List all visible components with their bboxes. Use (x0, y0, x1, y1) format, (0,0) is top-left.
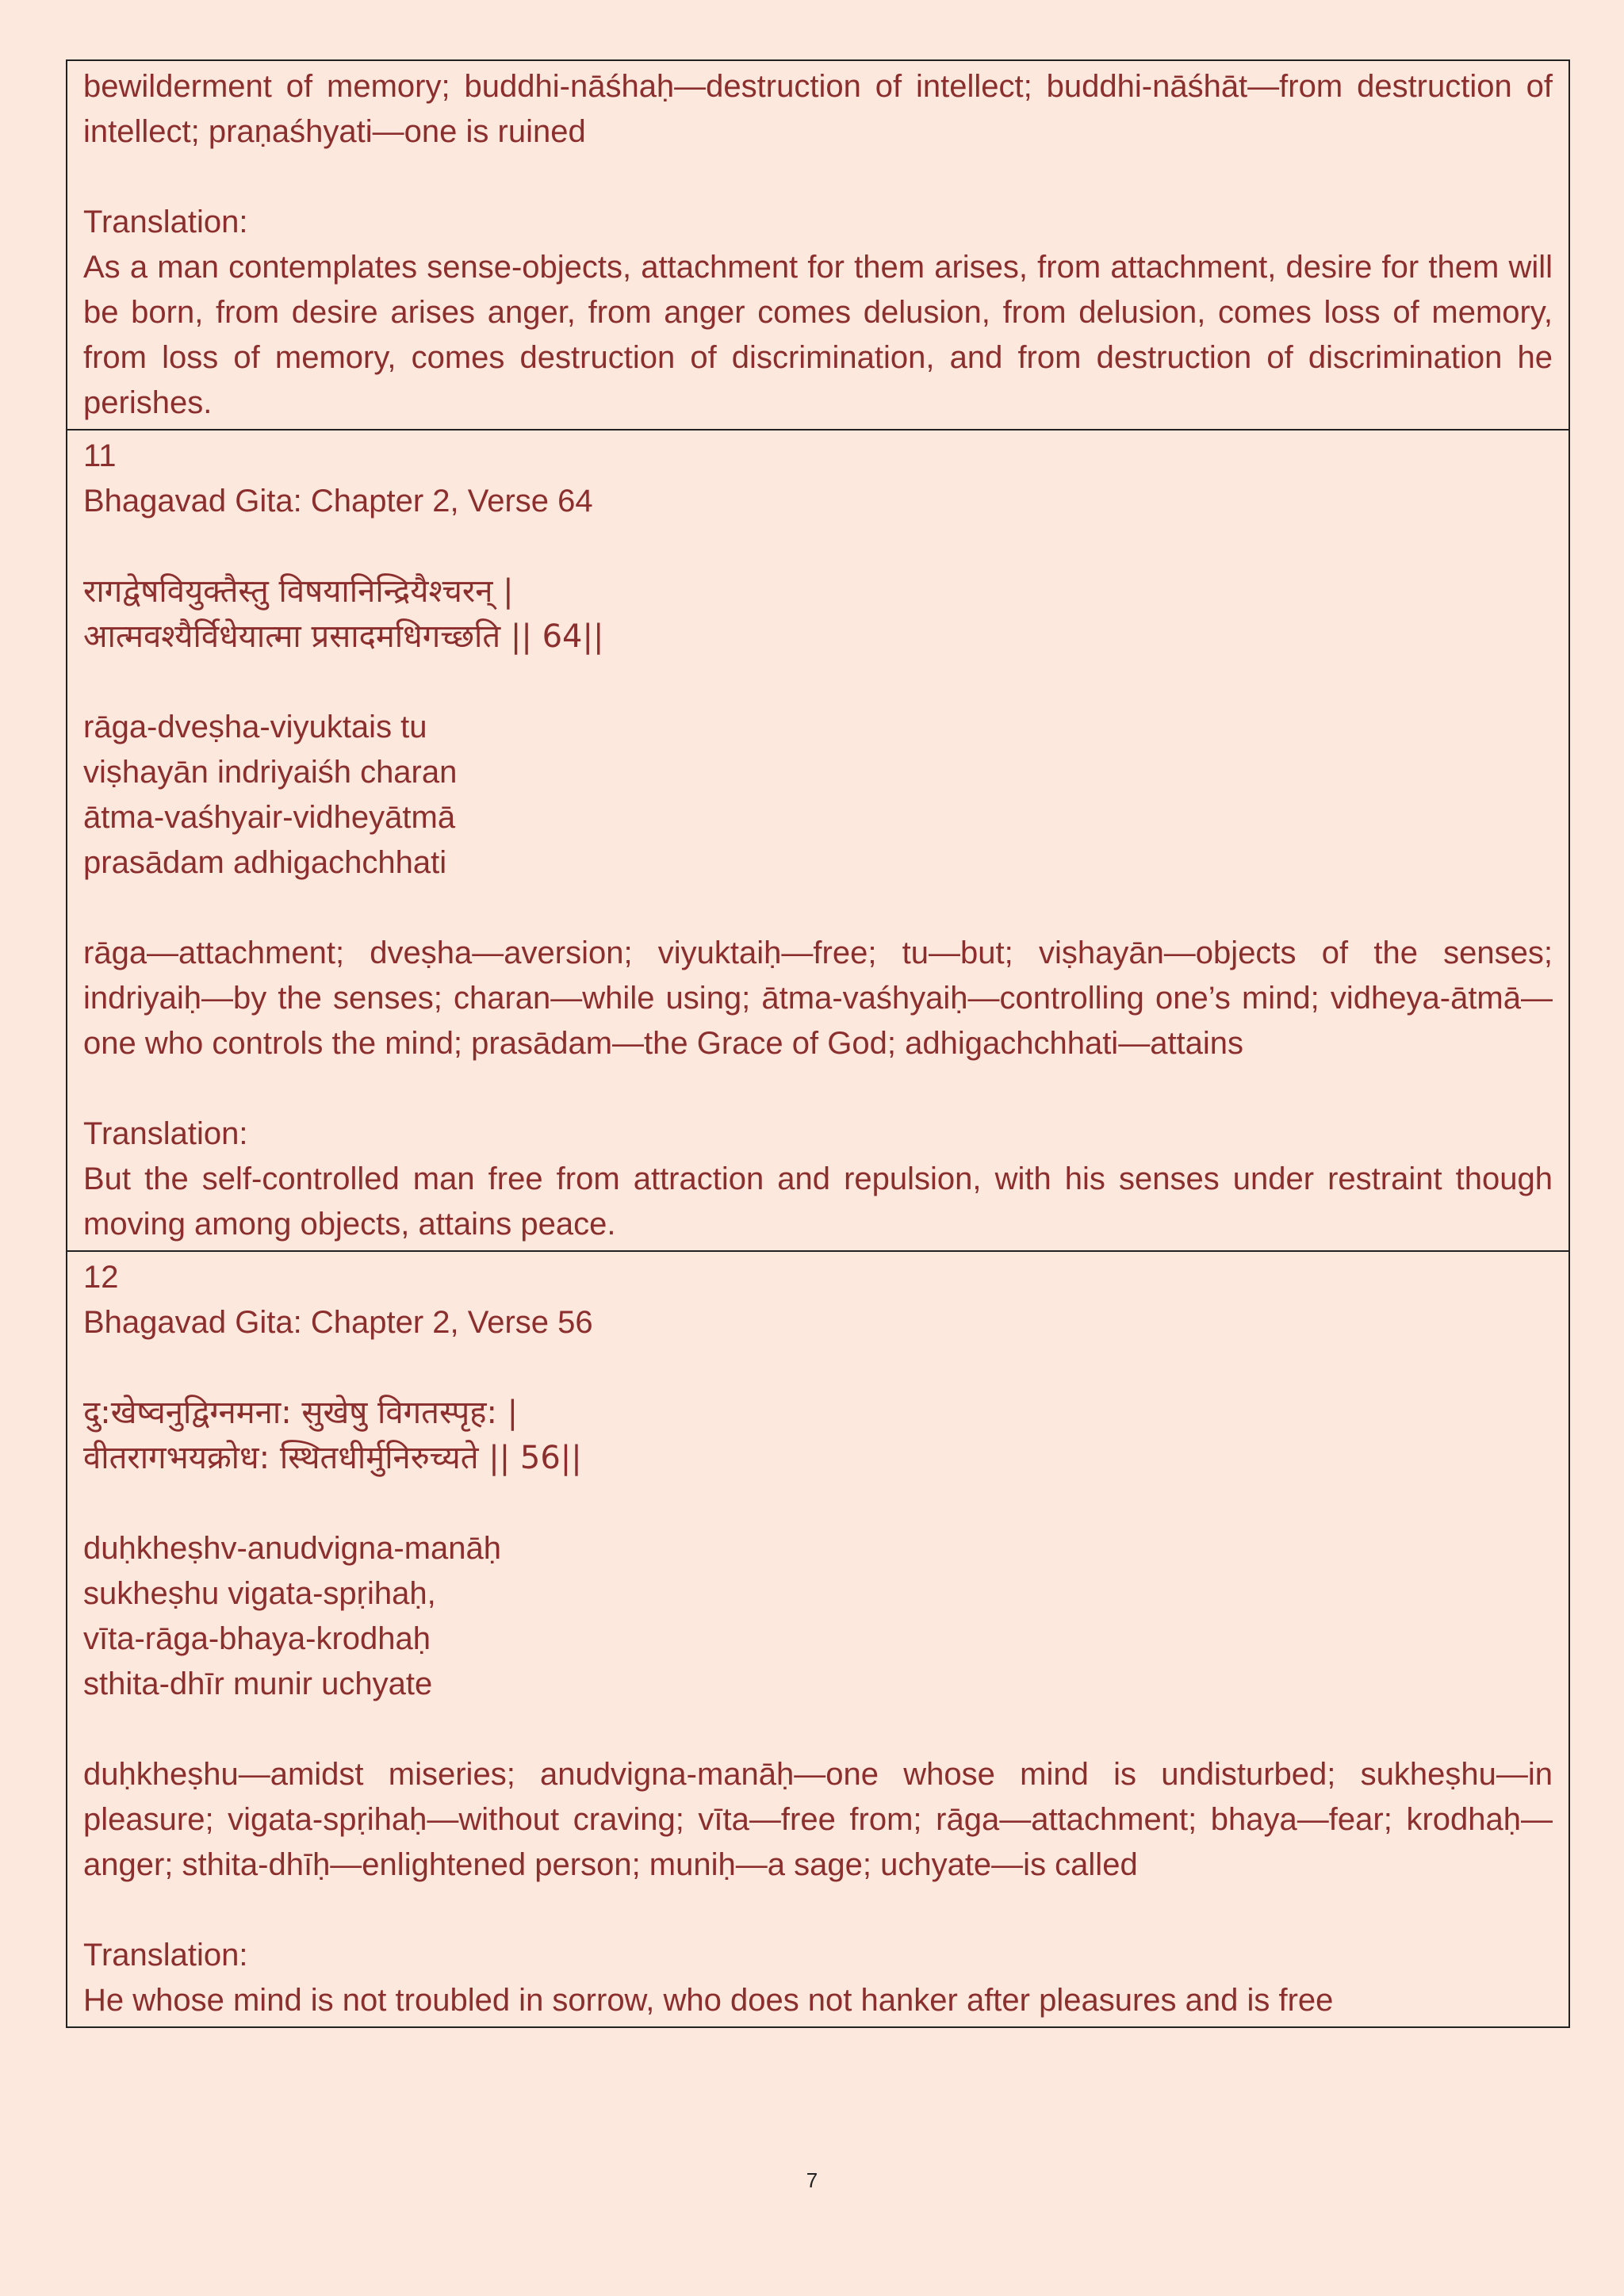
transliteration-line: vīta-rāga-bhaya-krodhaḥ (83, 1621, 431, 1656)
verse-number: 12 (83, 1260, 119, 1295)
transliteration-line: sukheṣhu vigata-spṛihaḥ, (83, 1576, 436, 1611)
verse-block-12 (67, 1250, 1568, 2026)
transliteration-line: duḥkheṣhv-anudvigna-manāḥ (83, 1531, 502, 1566)
translation-text: He whose mind is not troubled in sorrow, who does not hanker after pleasures and is free (83, 1983, 1334, 2018)
verse-reference: Bhagavad Gita: Chapter 2, Verse 64 (83, 484, 593, 519)
page-number: 7 (806, 2168, 818, 2192)
transliteration-line: rāga-dveṣha-viyuktais tu (83, 710, 427, 744)
translation-text: As a man contemplates sense-objects, attachment for them arises, from attachment, desire for them will be born, from desire arises anger, from anger comes delusion, from delusion, comes loss of memory, from loss of memory, comes destruction of discrimination, and from destruction of discrimination he perishes. (83, 250, 1553, 420)
word-meanings: bewilderment of memory; buddhi-nāśhaḥ—destruction of intellect; buddhi-nāśhāt—from destruction of intellect; praṇaśhyati—one is ruined (83, 69, 1553, 149)
word-meanings: duḥkheṣhu—amidst miseries; anudvigna-manāḥ—one whose mind is undisturbed; sukheṣhu—in pleasure; vigata-spṛihaḥ—without craving; vīta—free from; rāga—attachment; bhaya—fear; krodhaḥ—anger; sthita-dhīḥ—enlightened person; muniḥ—a sage; uchyate—is called (83, 1757, 1553, 1882)
sanskrit-line: रागद्वेषवियुक्तैस्तु विषयानिन्द्रियैश्चरन् | (83, 573, 514, 610)
transliteration-line: ātma-vaśhyair-vidheyātmā (83, 800, 456, 835)
sanskrit-line: वीतरागभयक्रोध: स्थितधीर्मुनिरुच्यते || 56|| (83, 1440, 582, 1476)
transliteration-line: viṣhayān indriyaiśh charan (83, 755, 458, 790)
transliteration-line: sthita-dhīr munir uchyate (83, 1667, 433, 1701)
sanskrit-line: आत्मवश्यैर्विधेयात्मा प्रसादमधिगच्छति || 64|| (83, 618, 604, 655)
verse-block-11 (67, 429, 1568, 1250)
verse-number: 11 (83, 438, 117, 473)
translation-text: But the self-controlled man free from attraction and repulsion, with his senses under restraint though moving among objects, attains peace. (83, 1161, 1553, 1242)
translation-label: Translation: (83, 1938, 248, 1973)
sanskrit-line: दु:खेष्वनुद्विग्नमना: सुखेषु विगतस्पृह: | (83, 1395, 519, 1431)
verse-table (66, 59, 1570, 2028)
verse-reference: Bhagavad Gita: Chapter 2, Verse 56 (83, 1305, 593, 1340)
verse-block-continuation (67, 61, 1568, 429)
word-meanings: rāga—attachment; dveṣha—aversion; viyuktaiḥ—free; tu—but; viṣhayān—objects of the senses; indriyaiḥ—by the senses; charan—while using; ātma-vaśhyaiḥ—controlling one’s mind; vidheya-ātmā—one who controls the mind; prasādam—the Grace of God; adhigachchhati—attains (83, 936, 1553, 1061)
transliteration-line: prasādam adhigachchhati (83, 845, 447, 880)
translation-label: Translation: (83, 1116, 248, 1151)
translation-label: Translation: (83, 205, 248, 239)
